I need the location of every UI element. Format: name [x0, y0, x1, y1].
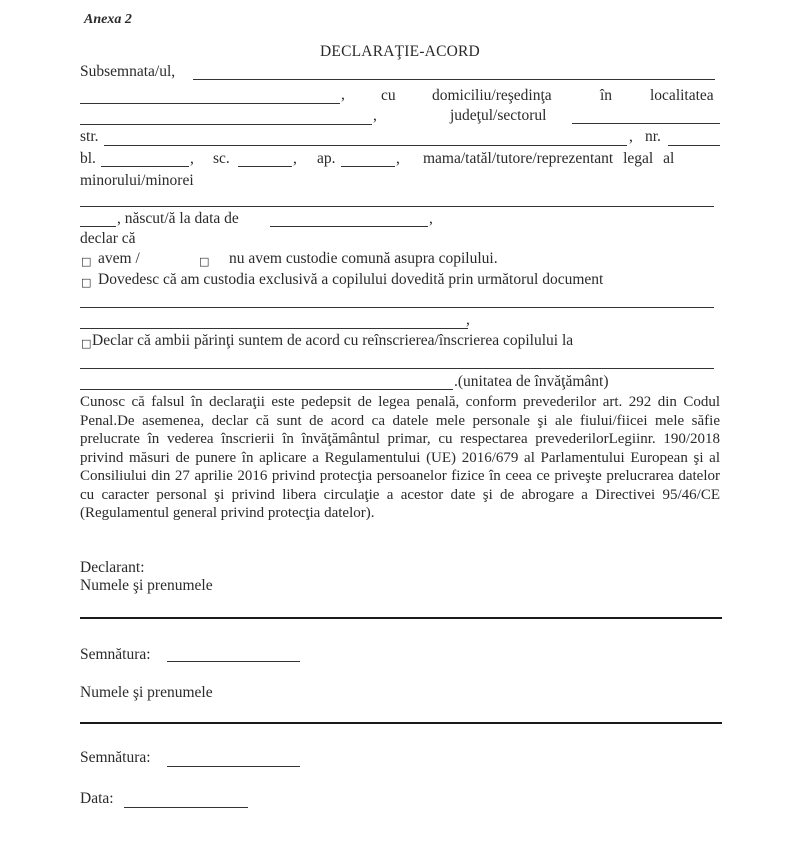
agreement-label: Declar că ambii părinţi suntem de acord cu reînscrierea/înscrierea copilului la	[92, 332, 574, 349]
judetul-field[interactable]	[572, 123, 720, 124]
domiciliu-label: domiciliu/reşedinţa	[432, 87, 552, 104]
cu-label: cu	[381, 87, 396, 104]
checkbox-exclusive[interactable]: □	[81, 276, 92, 289]
name-field-2[interactable]	[80, 722, 722, 724]
subsemnatul-label: Subsemnata/ul,	[80, 63, 176, 80]
number-field[interactable]	[668, 145, 720, 146]
sc-field[interactable]	[238, 166, 292, 167]
born-label: , născut/ă la data de	[117, 210, 239, 227]
checkbox-agreement[interactable]: □	[81, 337, 92, 350]
legal-paragraph: Cunosc că falsul în declaraţii este pedepsit de legea penală, conform prevederilor art. 292 din Codul Penal.De asemenea, declar că sunt de acord ca datele mele personale şi ale fiului/fiicei mele săfie prelucrate în vederea înscrierii în învăţământul primar, cu respectarea prevederilorLegiinr. 190/2018 privind măsuri de punere în aplicare a Regulamentului (UE) 2016/679 al Parlamentului European şi al Consiliului din 27 aprilie 2016 privind protecţia persoanelor fizice în ceea ce priveşte prelucrarea datelor cu caracter personal şi privind libera circulaţie a acestor date şi de abrogare a Directivei 95/46/CE (Regulamentul general privind protecţia datelor).	[80, 394, 720, 521]
bl-field[interactable]	[101, 166, 189, 167]
date-label: Data:	[80, 790, 114, 807]
localitatea-label: localitatea	[650, 87, 714, 104]
signature-field-1[interactable]	[167, 661, 300, 662]
document-field-continued[interactable]	[80, 328, 468, 329]
name-label-2: Numele şi prenumele	[80, 684, 213, 701]
signature-label-2: Semnătura:	[80, 749, 151, 766]
signature-label-1: Semnătura:	[80, 646, 151, 663]
name-field[interactable]	[193, 79, 715, 80]
minor-name-end-field[interactable]	[80, 226, 116, 227]
declaration-form: Anexa 2 DECLARAŢIE-ACORD Subsemnata/ul, , cu domiciliu/reşedinţa în localitatea , judeţul/sectorul str. , nr. bl. , sc. , ap. , mama/tatăl/tutore/reprezentant legal al minorului/minorei , născut/ă la data de , declar că □ avem / □ nu avem custodie comună asupra copilului. □ Dovedesc că am custodia exclusivă a copilului dovedită prin următorul document , □ Declar că ambii părinţi suntem de acord cu reînscrierea/înscrierea copilului la .(unitatea de învăţământ) Cunosc că falsul în declaraţii este pedepsit de legea penală, conform prevederilor art. 292 din Codul Penal.De asemenea, declar că sunt de acord ca datele mele personale şi ale fiului/fiicei mele săfie prelucrate în vederea înscrierii în învăţământul primar, cu respectarea prevederilorLegiinr. 190/2018 privind măsuri de punere în aplicare a Regulamentului (UE) 2016/679 al Parlamentului European şi al Consiliului din 27 aprilie 2016 privind protecţia persoanelor fizice în ceea ce priveşte prelucrarea datelor cu caracter personal şi privind libera circulaţie a acestor date şi de abrogare a Directivei 95/46/CE (Regulamentul general privind protecţia datelor). Declarant: Numele şi prenumele Semnătura: Numele şi prenumele Semnătura: Data:	[0, 0, 800, 856]
bl-label: bl.	[80, 150, 96, 167]
date-field[interactable]	[124, 807, 248, 808]
checkbox-nu-avem[interactable]: □	[199, 255, 210, 268]
ap-label: ap.	[317, 150, 336, 167]
judetul-label: judeţul/sectorul	[450, 107, 547, 124]
ap-field[interactable]	[341, 166, 395, 167]
declarant-label: Declarant:	[80, 559, 145, 576]
annex-label: Anexa 2	[84, 12, 132, 27]
birth-date-field[interactable]	[270, 226, 428, 227]
nr-label: nr.	[645, 128, 661, 145]
name-field-1[interactable]	[80, 617, 722, 619]
name-continued-field[interactable]	[80, 103, 340, 104]
minor-name-field[interactable]	[80, 206, 714, 207]
document-field[interactable]	[80, 307, 714, 308]
declar-ca-label: declar că	[80, 230, 136, 247]
signature-field-2[interactable]	[167, 766, 300, 767]
name-label-1: Numele şi prenumele	[80, 577, 213, 594]
checkbox-avem[interactable]: □	[81, 255, 92, 268]
role-label: mama/tatăl/tutore/reprezentant legal al	[423, 150, 675, 167]
in-label: în	[600, 87, 613, 104]
sc-label: sc.	[213, 150, 230, 167]
minor-label: minorului/minorei	[80, 172, 194, 189]
localitatea-field[interactable]	[80, 124, 372, 125]
school-field[interactable]	[80, 368, 714, 369]
custody-label: nu avem custodie comună asupra copilului.	[229, 250, 498, 267]
avem-label: avem /	[98, 250, 140, 267]
document-title: DECLARAŢIE-ACORD	[320, 43, 480, 60]
street-field[interactable]	[104, 145, 627, 146]
str-label: str.	[80, 128, 99, 145]
school-unit-label: .(unitatea de învăţământ)	[454, 373, 609, 390]
exclusive-custody-label: Dovedesc că am custodia exclusivă a copilului dovedită prin următorul document	[98, 271, 604, 288]
school-field-continued[interactable]	[80, 389, 453, 390]
